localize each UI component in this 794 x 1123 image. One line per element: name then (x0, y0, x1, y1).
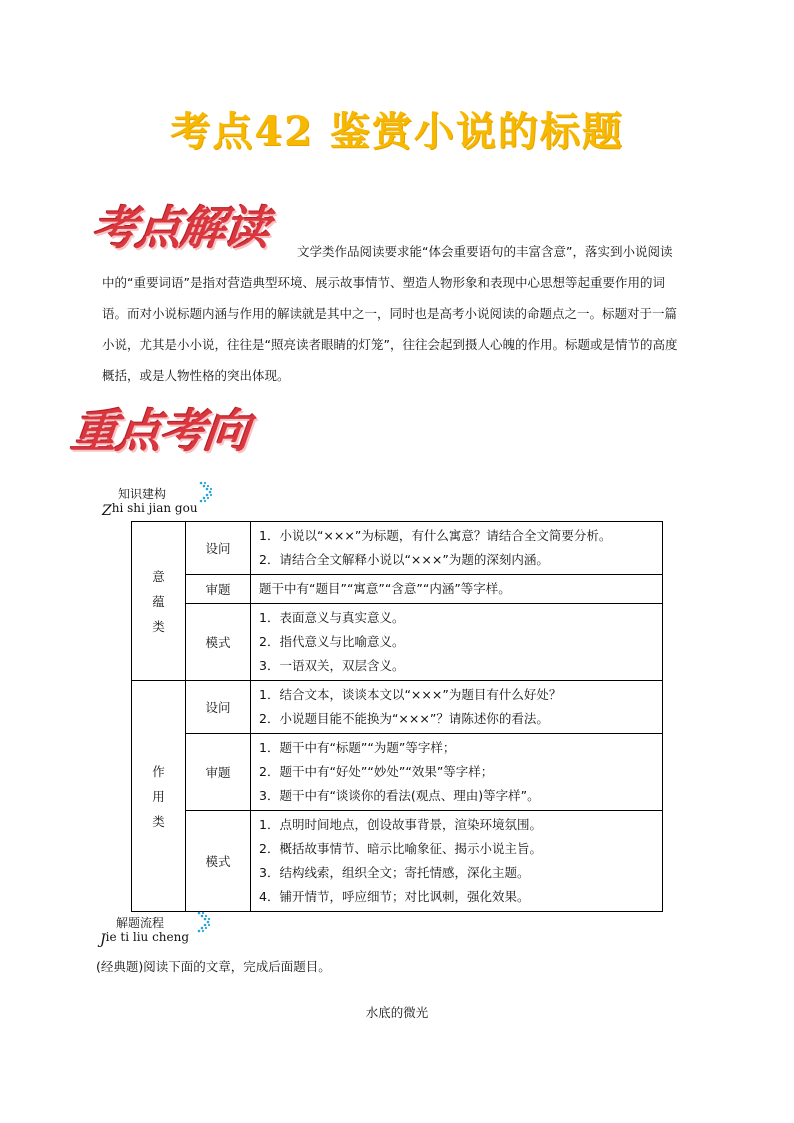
intro-paragraph (102, 236, 722, 391)
section-title: 解题流程 (116, 916, 165, 930)
intro-line: 小说，尤其是小小说，往往是“照亮读者眼睛的灯笼”，往往会起到摄人心魄的作用。标题或是情节的高度 (102, 337, 678, 352)
intro-line: 语。而对小说标题内涵与作用的解读就是其中之一，同时也是高考小说阅读的命题点之一。标题对于一篇 (102, 306, 678, 321)
table-row (132, 604, 663, 681)
table-row (132, 734, 663, 811)
section-label-zhishi (102, 485, 198, 519)
double-chevron-icon (197, 911, 211, 937)
row-items: 1．点明时间地点，创设故事背景，渲染环境氛围。 2．概括故事情节、暗示比喻象征、揭示小说主旨。 3．结构线索，组织全文；寄托情感，深化主题。 4．铺开情节，呼应细节；对比讽刺，强化效果。 (251, 811, 663, 912)
intro-line: 中的“重要词语”是指对营造典型环境、展示故事情节、塑造人物形象和表现中心思想等起重要作用的词 (102, 275, 665, 290)
intro-line: 文学类作品阅读要求能“体会重要语句的丰富含意”，落实到小说阅读 (297, 244, 673, 259)
section-pinyin: Zhi shi jian gou (102, 501, 198, 519)
row-name: 审题 (186, 734, 251, 811)
row-items: 1．题干中有“标题”“为题”等字样； 2．题干中有“好处”“妙处”“效果”等字样； 3．题干中有“谈谈你的看法(观点、理由)等字样”。 (251, 734, 663, 811)
row-items: 1．表面意义与真实意义。 2．指代意义与比喻意义。 3．一语双关，双层含义。 (251, 604, 663, 681)
instruction-text: (经典题)阅读下面的文章，完成后面题目。 (96, 959, 331, 974)
section-title: 知识建构 (118, 487, 167, 501)
table-row (132, 681, 663, 734)
row-name: 设问 (186, 681, 251, 734)
row-items: 题干中有“题目”“寓意”“含意”“内涵”等字样。 (251, 575, 663, 604)
category-cell: 作 用 类 (132, 681, 186, 912)
table-row (132, 811, 663, 912)
page-title: 考点42 鉴赏小说的标题 (170, 108, 624, 155)
table-row (132, 575, 663, 604)
intro-line: 概括，或是人物性格的突出体现。 (102, 368, 290, 383)
table-row (132, 522, 663, 575)
row-name: 模式 (186, 604, 251, 681)
category-cell: 意 蕴 类 (132, 522, 186, 681)
section-label-jieti (100, 914, 189, 948)
row-name: 模式 (186, 811, 251, 912)
banner-zhongdian-kaoxiang: 重点考向 (68, 404, 251, 458)
row-name: 审题 (186, 575, 251, 604)
banner-kaodian-jiedu: 考点解读 (88, 201, 271, 255)
row-items: 1．小说以“×××”为标题，有什么寓意？请结合全文简要分析。 2．请结合全文解释小说以“×××”为题的深刻内涵。 (251, 522, 663, 575)
section-pinyin: Jie ti liu cheng (100, 930, 190, 948)
row-name: 设问 (186, 522, 251, 575)
knowledge-table (131, 521, 663, 912)
double-chevron-icon (199, 481, 213, 507)
story-title: 水底的微光 (365, 1005, 429, 1020)
row-items: 1．结合文本，谈谈本文以“×××”为题目有什么好处？ 2．小说题目能不能换为“×××”？请陈述你的看法。 (251, 681, 663, 734)
